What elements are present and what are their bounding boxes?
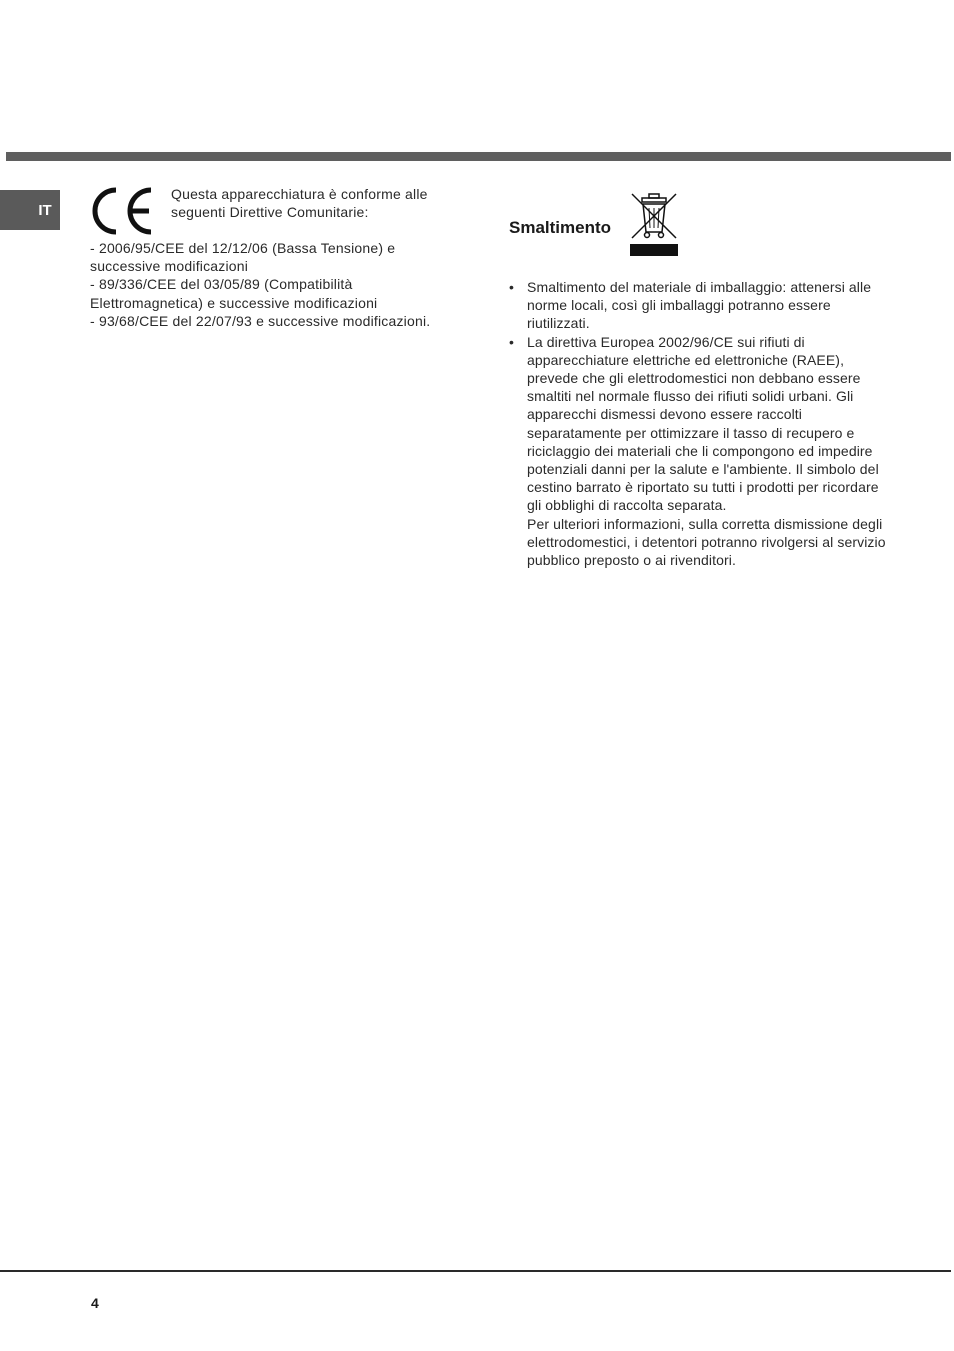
disposal-followup: Per ulteriori informazioni, sulla corretta dismissione degli elettrodomestici, i detentori potranno rivolgersi al servizio pubblico preposto o ai rivenditori.: [527, 515, 886, 569]
page-number: 4: [91, 1295, 99, 1311]
footer-rule: [0, 1270, 951, 1272]
crossed-out-wheelie-bin-icon: [630, 192, 678, 258]
directive-item: - 89/336/CEE del 03/05/89 (Compatibilità Elettromagnetica) e successive modificazioni: [90, 276, 378, 311]
disposal-list: [509, 278, 889, 569]
directive-item: - 93/68/CEE del 22/07/93 e successive modificazioni.: [90, 312, 431, 329]
header-rule: [6, 152, 951, 161]
language-tab-label: IT: [38, 201, 52, 219]
directive-item: - 2006/95/CEE del 12/12/06 (Bassa Tensione) e successive modificazioni: [90, 240, 396, 275]
bullet-icon: •: [509, 279, 515, 295]
list-item-text: La direttiva Europea 2002/96/CE sui rifiuti di apparecchiature elettriche ed elettroniche (RAEE), prevede che gli elettrodomestici non debbano essere smaltiti nel normale flusso dei rifiuti solidi urbani. Gli apparecchi dismessi devono essere raccolti separatamente per ottimizzare il tasso di recupero e riciclaggio dei materiali che li compongono ed impedire potenziali danni per la salute e l'ambiente. Il simbolo del cestino barrato è riportato su tutti i prodotti per ricordare gli obblighi di raccolta separata.: [527, 333, 879, 514]
list-item: [509, 278, 889, 333]
ce-mark-icon: [88, 187, 154, 235]
compliance-intro: Questa apparecchiatura è conforme alle seguenti Direttive Comunitarie:: [171, 186, 428, 220]
directive-list: [90, 239, 435, 330]
bullet-icon: •: [509, 333, 515, 350]
list-item: [509, 333, 889, 570]
list-item-text: Smaltimento del materiale di imballaggio: attenersi alle norme locali, così gli imballaggi potranno essere riutilizzati.: [527, 279, 872, 332]
language-tab: [0, 190, 60, 230]
disposal-heading: Smaltimento: [509, 218, 612, 237]
